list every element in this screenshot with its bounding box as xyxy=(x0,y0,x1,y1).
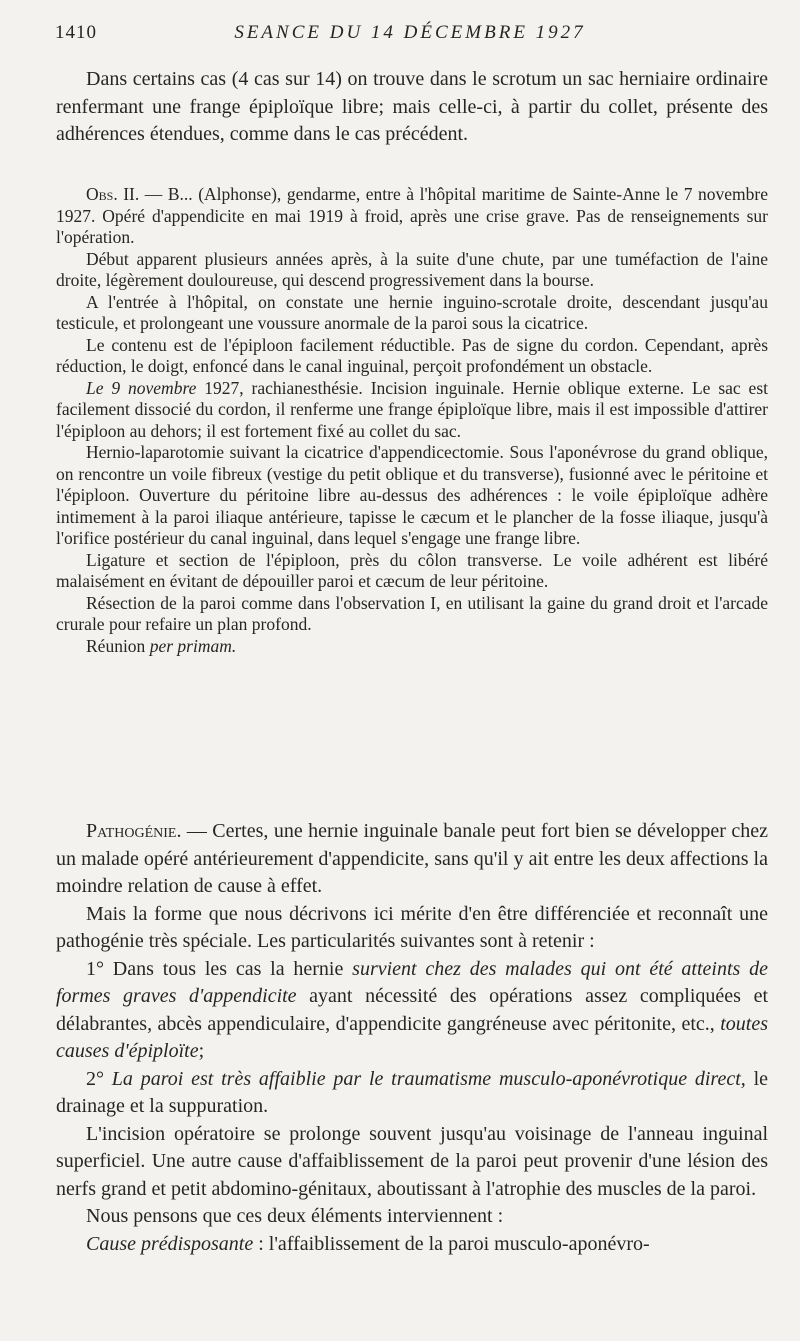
observation-paragraph-4: Le contenu est de l'épiploon facilement réductible. Pas de signe du cordon. Cependant, après réduction, le doigt, enfoncé dans le canal inguinal, perçoit profondément un obstacle. xyxy=(56,334,768,376)
observation-paragraph-6: Hernio-laparotomie suivant la cicatrice d'appendicectomie. Sous l'aponévrose du grand oblique, on rencontre un voile fibreux (vestige du petit oblique et du transverse), fusionné avec le péritoine et l'épiploon. Ouverture du péritoine libre au-dessus des adhérences : le voile épiploïque adhère intimement à la paroi iliaque antérieure, tapisse le cæcum et le plancher de la fosse iliaque, jusqu'à l'orifice postérieur du canal inguinal, dans lequel s'engage une frange libre. xyxy=(56,442,768,548)
observation-paragraph-1: Obs. II. — B... (Alphonse), gendarme, entre à l'hôpital maritime de Sainte-Anne le 7 novembre 1927. Opéré d'appendicite en mai 1919 à froid, après une crise grave. Pas de renseignements sur l'opération. xyxy=(56,184,768,247)
observation-paragraph-9: Réunion per primam. xyxy=(86,635,237,656)
pathogenie-label: Pathogénie. xyxy=(86,820,182,842)
pathogenie-paragraph-6: Nous pensons que ces deux éléments interviennent : xyxy=(86,1205,504,1227)
intro-section xyxy=(56,66,768,149)
pathogenie-paragraph-7: Cause prédisposante : l'affaiblissement de la paroi musculo-aponévro- xyxy=(86,1232,650,1255)
observation-paragraph-3: A l'entrée à l'hôpital, on constate une hernie inguino-scrotale droite, descendant jusqu'au testicule, et prolongeant une voussure anormale de la paroi sous la cicatrice. xyxy=(56,291,768,333)
observation-paragraph-7: Ligature et section de l'épiploon, près du côlon transverse. Le voile adhérent est libéré malaisément en évitant de dépouiller paroi et cæcum de leur péritoine. xyxy=(56,549,768,591)
pathogenie-paragraph-2: Mais la forme que nous décrivons ici mérite d'en être différenciée et reconnaît une pathogénie très spéciale. Les particularités suivantes sont à retenir : xyxy=(56,902,768,952)
page-header xyxy=(55,18,765,48)
page-number: 1410 xyxy=(55,22,97,43)
pathogenie-paragraph-5: L'incision opératoire se prolonge souvent jusqu'au voisinage de l'anneau inguinal superficiel. Une autre cause d'affaiblissement de la paroi peut provenir d'une lésion des nerfs grand et petit abdomino-génitaux, aboutissant à l'atrophie des muscles de la paroi. xyxy=(56,1122,768,1200)
pathogenie-paragraph-4: 2° La paroi est très affaiblie par le traumatisme musculo-aponévrotique direct, le drainage et la suppuration. xyxy=(56,1067,769,1117)
observation-paragraph-2: Début apparent plusieurs années après, à la suite d'une chute, par une tuméfaction de l'aine droite, légèrement douloureuse, qui descend progressivement dans la bourse. xyxy=(56,248,768,290)
pathogenie-paragraph-3: 1° Dans tous les cas la hernie survient chez des malades qui ont été atteints de formes graves d'appendicite ayant nécessité des opérations assez compliquées et délabrantes, abcès appendiculaire, d'appendicite gangréneuse avec péritonite, etc., toutes causes d'épiploïte; xyxy=(56,957,768,1062)
observation-label: Obs. II. xyxy=(86,184,140,204)
observation-section xyxy=(56,184,768,657)
pathogenie-section xyxy=(56,818,768,1258)
observation-paragraph-5: Le 9 novembre 1927, rachianesthésie. Incision inguinale. Hernie oblique externe. Le sac est facilement dissocié du cordon, il renferme une frange épiploïque libre, mais il est impossible d'attirer l'épiploon au dehors; il est fortement fixé au collet du sac. xyxy=(56,377,768,441)
observation-paragraph-8: Résection de la paroi comme dans l'observation I, en utilisant la gaine du grand droit et l'arcade crurale pour refaire un plan profond. xyxy=(56,592,768,634)
intro-paragraph: Dans certains cas (4 cas sur 14) on trouve dans le scrotum un sac herniaire ordinaire renfermant une frange épiploïque libre; mais celle-ci, à partir du collet, présente des adhérences étendues, comme dans le cas précédent. xyxy=(56,68,768,145)
running-title: SEANCE DU 14 DÉCEMBRE 1927 xyxy=(234,22,586,43)
pathogenie-paragraph-1: Pathogénie. — Certes, une hernie inguinale banale peut fort bien se développer chez un malade opéré antérieurement d'appendicite, sans qu'il y ait entre les deux affections la moindre relation de cause à effet. xyxy=(56,820,768,897)
